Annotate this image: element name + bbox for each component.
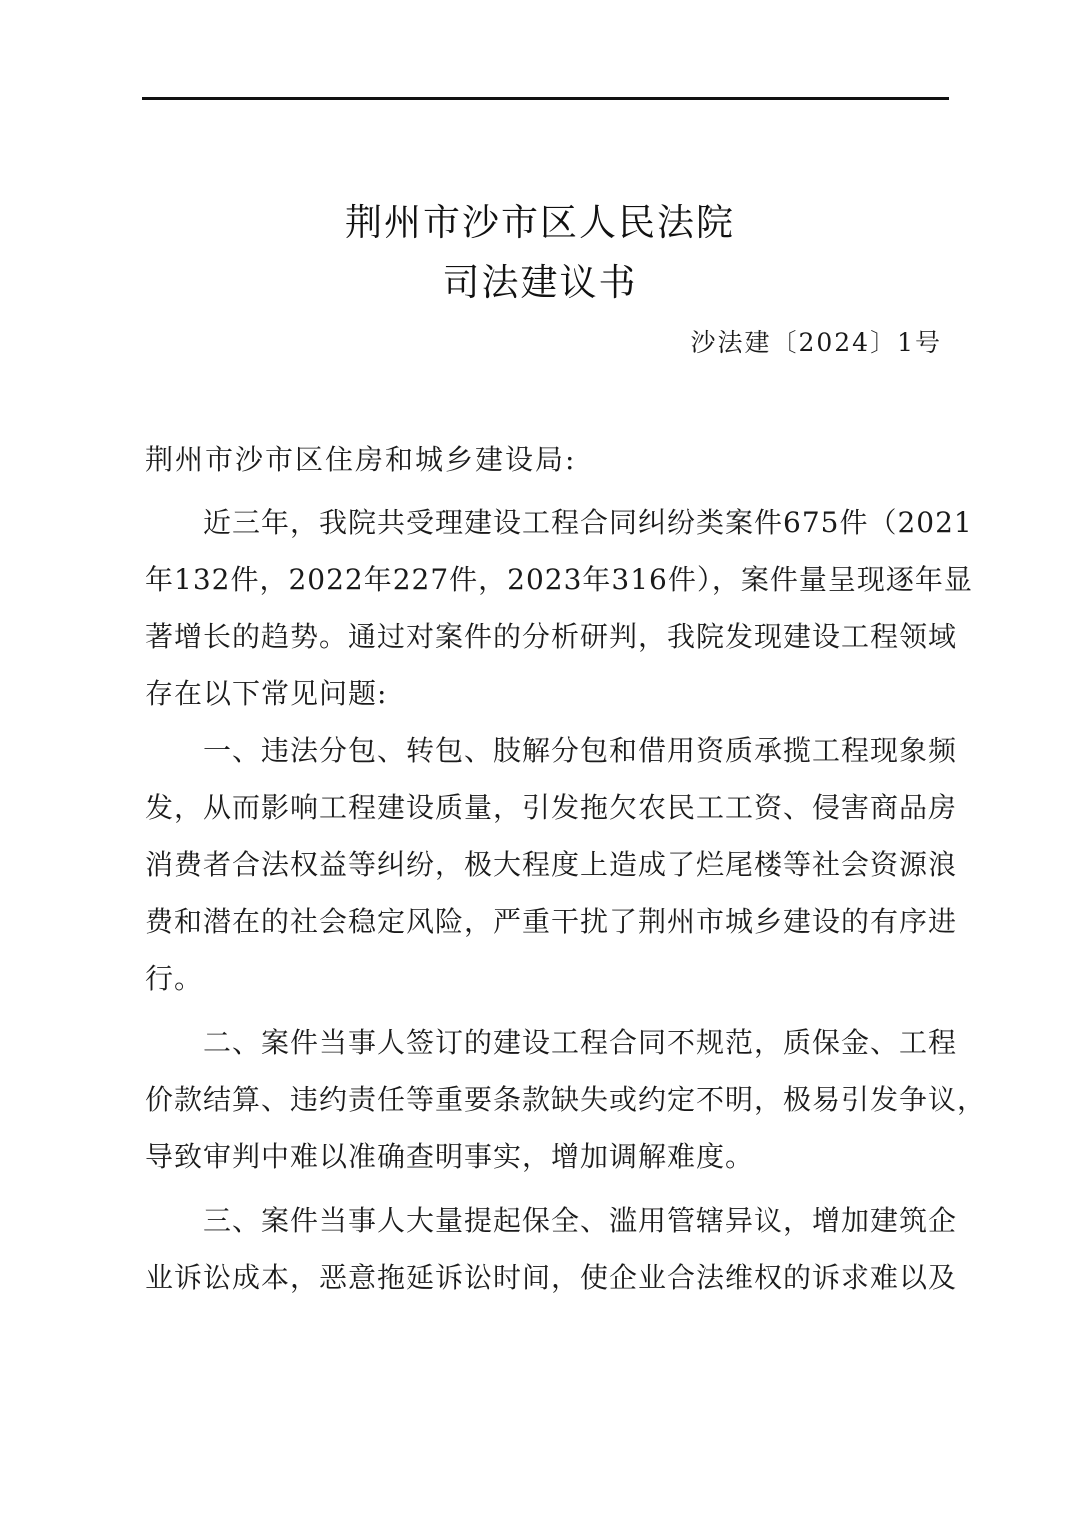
body-line: 导致审判中难以准确查明事实，增加调解难度。	[145, 1140, 755, 1173]
body-line: 近三年，我院共受理建设工程合同纠纷类案件675件（2021	[203, 506, 973, 539]
body-line: 一、违法分包、转包、肢解分包和借用资质承揽工程现象频	[203, 734, 958, 767]
body-line: 消费者合法权益等纠纷，极大程度上造成了烂尾楼等社会资源浪	[145, 848, 958, 881]
body-line: 年132件，2022年227件，2023年316件），案件量呈现逐年显	[145, 563, 973, 596]
document-number: 沙法建〔2024〕1号	[690, 328, 942, 357]
document-title-court: 荆州市沙市区人民法院	[345, 201, 735, 244]
body-line: 行。	[145, 962, 204, 995]
body-line: 著增长的趋势。通过对案件的分析研判，我院发现建设工程领域	[145, 620, 958, 653]
body-line: 存在以下常见问题:	[145, 677, 388, 710]
addressee: 荆州市沙市区住房和城乡建设局:	[145, 443, 577, 476]
header-rule	[142, 97, 949, 100]
body-line: 发，从而影响工程建设质量，引发拖欠农民工工资、侵害商品房	[145, 791, 958, 824]
body-line: 三、案件当事人大量提起保全、滥用管辖异议，增加建筑企	[203, 1204, 958, 1237]
body-line: 费和潜在的社会稳定风险，严重干扰了荆州市城乡建设的有序进	[145, 905, 958, 938]
body-line: 价款结算、违约责任等重要条款缺失或约定不明，极易引发争议，	[145, 1083, 987, 1116]
body-line: 二、案件当事人签订的建设工程合同不规范，质保金、工程	[203, 1026, 958, 1059]
body-line: 业诉讼成本，恶意拖延诉讼时间，使企业合法维权的诉求难以及	[145, 1261, 958, 1294]
document-title-type: 司法建议书	[442, 261, 638, 304]
